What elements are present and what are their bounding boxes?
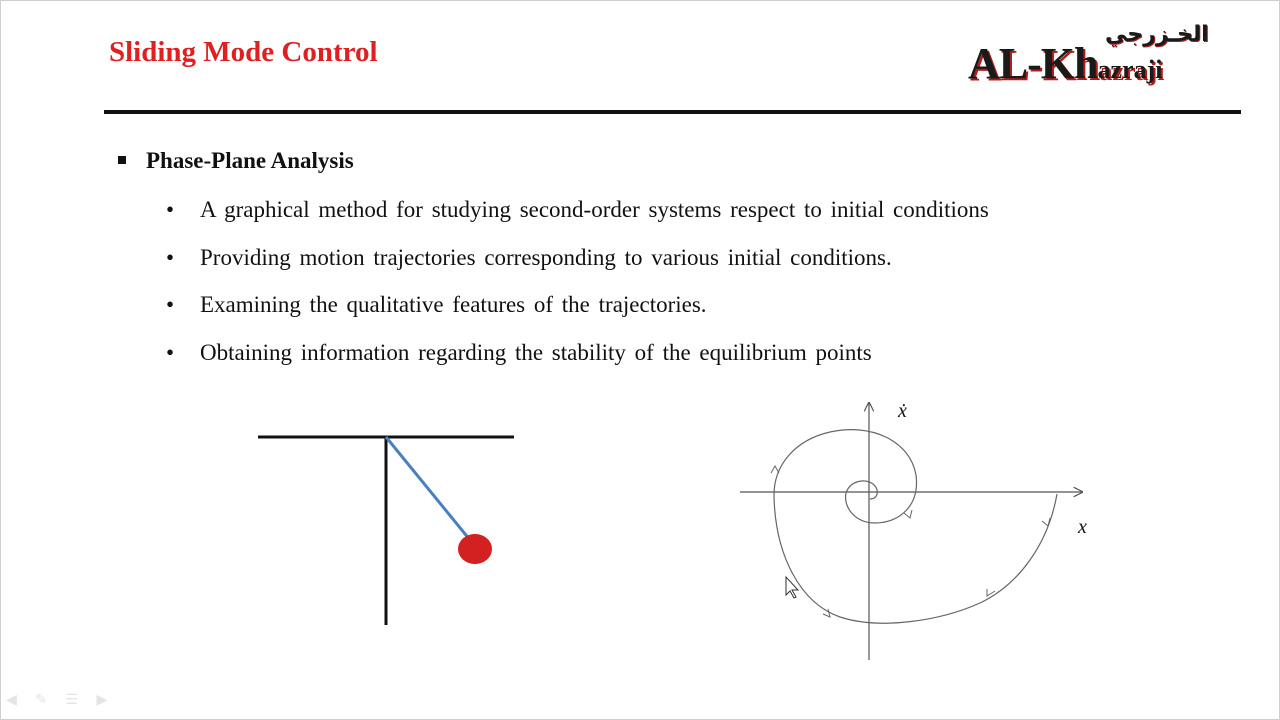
main-bullet-text: Phase-Plane Analysis <box>146 148 354 173</box>
logo <box>960 22 1209 92</box>
header-divider <box>104 110 1241 114</box>
logo-latin-small: azraji <box>1097 55 1163 84</box>
phase-trajectory-spiral <box>774 430 1057 624</box>
logo-arabic-text: الخـزرجي <box>1105 22 1209 47</box>
sub-bullet-item <box>166 242 989 290</box>
menu-icon[interactable]: ☰ <box>65 692 78 708</box>
forward-arrow-icon[interactable]: ▶ <box>96 692 108 708</box>
x-axis-label: x <box>1078 516 1087 538</box>
y-axis-label: ẋ <box>898 400 907 422</box>
sub-bullet-text: Providing motion trajectories corresponding to various initial conditions. <box>200 244 892 270</box>
logo-latin-main: AL-Kh <box>968 39 1098 88</box>
sub-bullet-text: A graphical method for studying second-order systems respect to initial conditions <box>200 197 989 222</box>
back-arrow-icon[interactable]: ◀ <box>6 692 17 708</box>
logo-latin-text <box>968 38 1162 89</box>
sub-bullet-text: Obtaining information regarding the stability of the equilibrium points <box>200 339 872 365</box>
bullet-dot-icon: • <box>166 292 175 317</box>
pendulum-bob <box>458 534 492 564</box>
pen-icon[interactable]: ✎ <box>35 692 47 708</box>
bullet-dot-icon: • <box>166 339 175 365</box>
bullet-dot-icon: • <box>166 197 175 222</box>
slide-title: Sliding Mode Control <box>109 36 378 68</box>
pendulum-diagram <box>250 425 530 635</box>
square-bullet-icon <box>118 156 126 164</box>
sub-bullet-item <box>166 194 989 242</box>
slideshow-toolbar <box>6 692 121 708</box>
sub-bullet-item <box>166 289 989 337</box>
sub-bullet-text: Examining the qualitative features of the trajectories. <box>200 292 707 317</box>
sub-bullet-item <box>166 337 989 385</box>
pendulum-rod <box>386 437 470 540</box>
main-bullet <box>118 148 354 174</box>
sub-bullet-list <box>166 194 989 384</box>
trajectory-arrow <box>1042 518 1050 526</box>
phase-plane-diagram <box>730 395 1100 670</box>
bullet-dot-icon: • <box>166 244 175 270</box>
